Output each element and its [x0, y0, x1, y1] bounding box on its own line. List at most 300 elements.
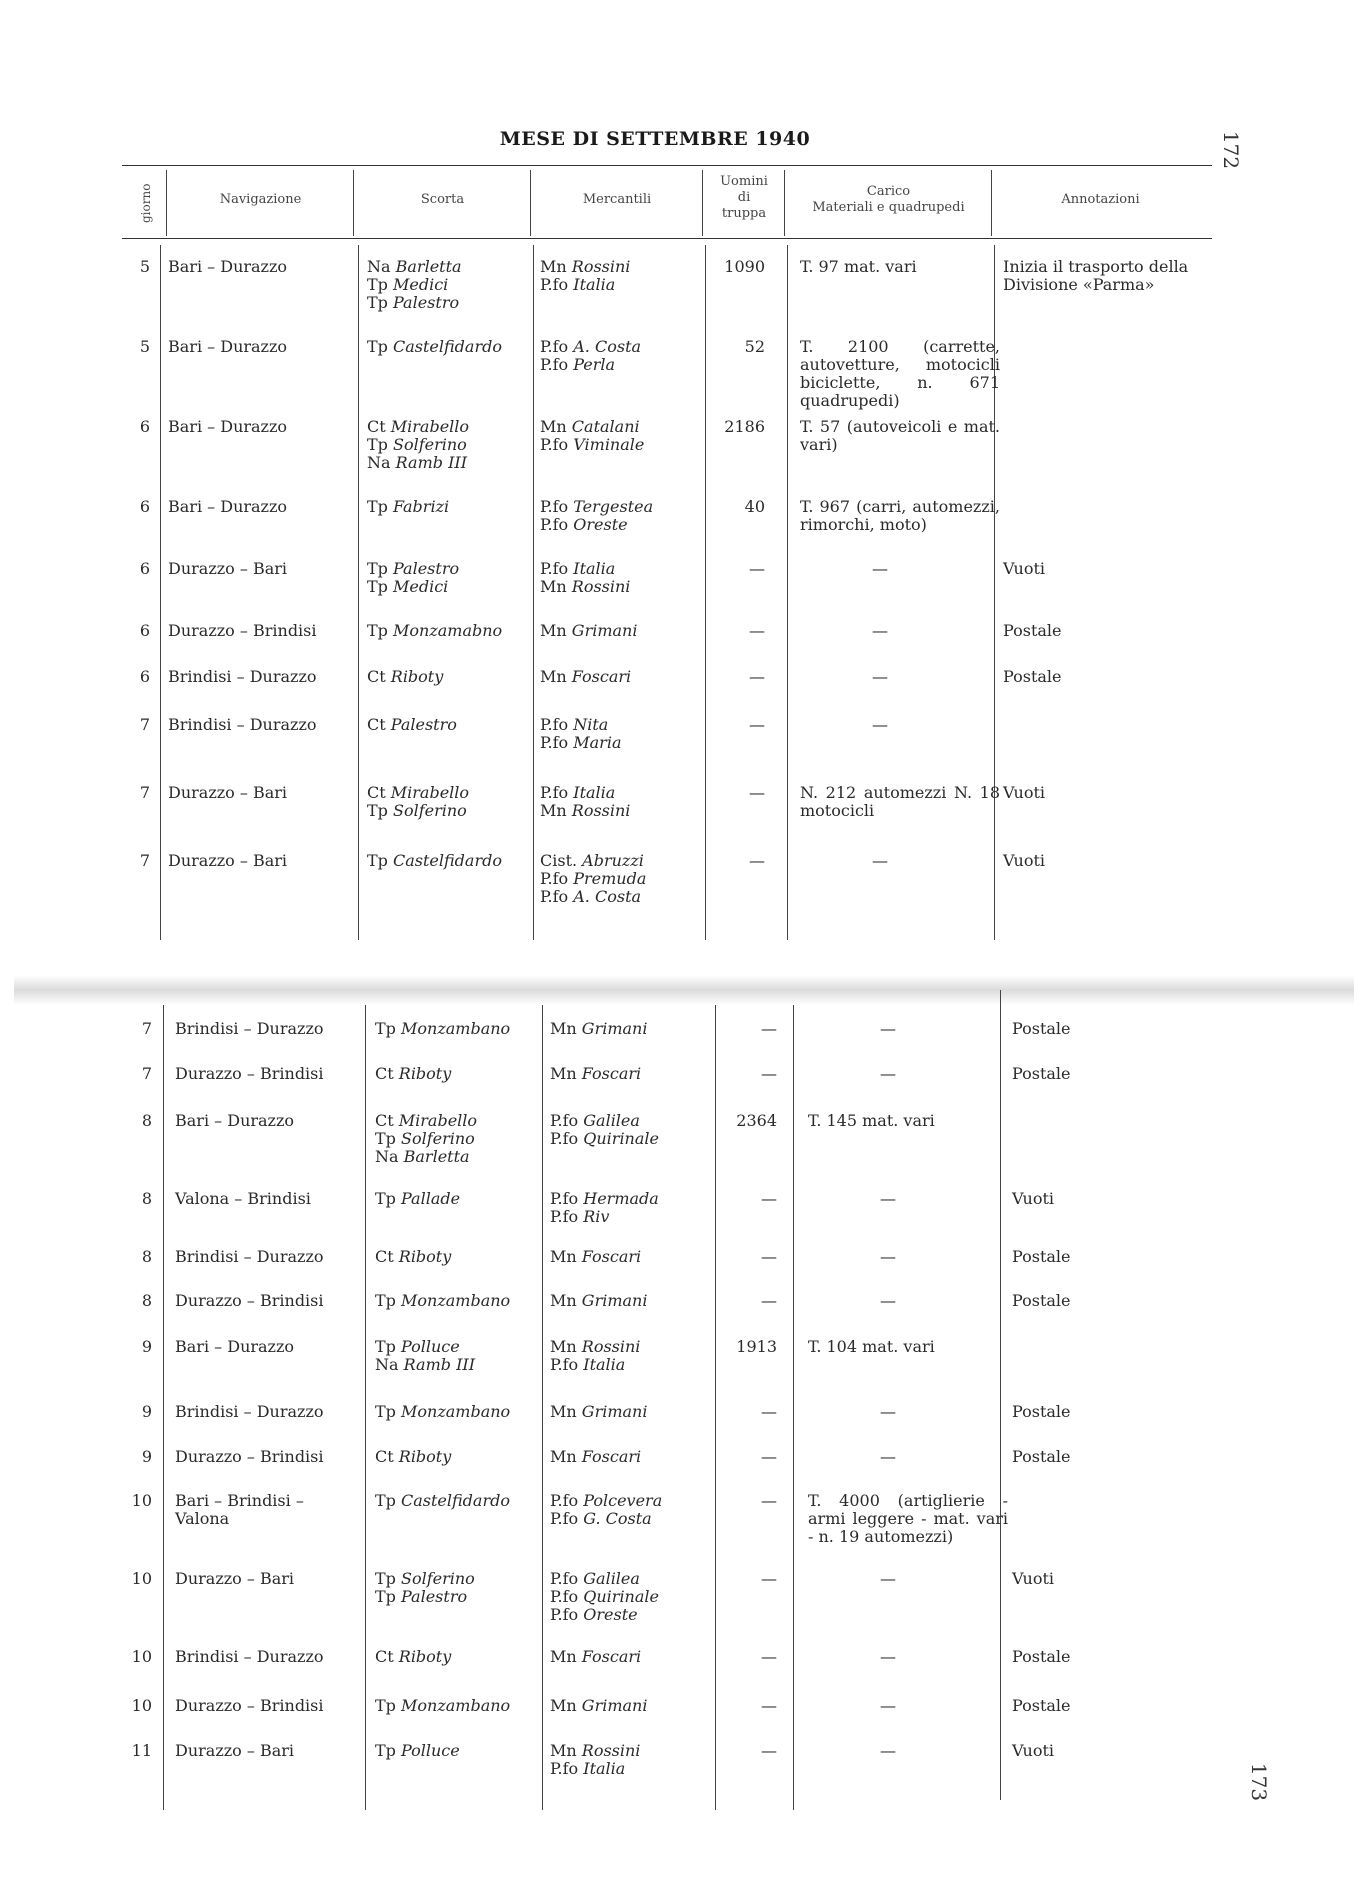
- ship-name: Italia: [583, 1355, 626, 1374]
- navigation-cell: [175, 1248, 324, 1266]
- navigation-line: Brindisi – Durazzo: [175, 1647, 324, 1666]
- ship-type: Na: [367, 453, 396, 472]
- navigation-line: Bari – Durazzo: [168, 337, 288, 356]
- merchant-ship: [540, 870, 646, 888]
- day-cell: 8: [141, 1189, 152, 1208]
- troops-cell: —: [761, 1247, 777, 1266]
- navigation-cell: [175, 1338, 294, 1356]
- day-cell: 10: [131, 1569, 152, 1588]
- cargo-cell: —: [880, 1064, 896, 1083]
- troops-cell: —: [761, 1291, 777, 1310]
- navigation-cell: [175, 1492, 304, 1528]
- navigation-cell: [168, 716, 317, 734]
- escort-cell: [375, 1338, 475, 1374]
- header-uomini: [704, 174, 784, 222]
- cargo-cell: —: [872, 667, 888, 686]
- navigation-cell: [168, 338, 287, 356]
- column-divider: [533, 245, 534, 940]
- cargo-cell: —: [872, 621, 888, 640]
- escort-ship: [367, 258, 462, 276]
- ship-name: Rossini: [571, 577, 631, 596]
- notes-cell: Postale: [1003, 667, 1062, 686]
- ship-type: Tp: [367, 559, 393, 578]
- header-bottom-rule: [122, 238, 1212, 239]
- merchant-ship: [540, 338, 641, 356]
- ship-name: Medici: [393, 577, 449, 596]
- ship-name: G. Costa: [583, 1509, 652, 1528]
- day-cell: 10: [131, 1647, 152, 1666]
- merchant-cell: [550, 1570, 659, 1624]
- day-cell: 5: [139, 257, 150, 276]
- cargo-cell: T. 97 mat. vari: [800, 257, 917, 276]
- troops-cell: —: [761, 1064, 777, 1083]
- merchant-ship: [540, 356, 641, 374]
- ship-type: Na: [375, 1355, 404, 1374]
- ship-type: Mn: [550, 1447, 582, 1466]
- ship-type: Tp: [367, 435, 393, 454]
- notes-cell: Postale: [1012, 1402, 1071, 1421]
- escort-ship: [375, 1742, 460, 1760]
- ship-name: Solferino: [393, 801, 467, 820]
- merchant-ship: [550, 1492, 662, 1510]
- day-cell: 7: [141, 1019, 152, 1038]
- ship-type: P.fo: [540, 783, 574, 802]
- day-cell: 7: [139, 783, 150, 802]
- ship-type: Ct: [375, 1064, 399, 1083]
- ship-type: Ct: [375, 1647, 399, 1666]
- ship-type: Tp: [375, 1569, 401, 1588]
- merchant-ship: [550, 1292, 647, 1310]
- escort-ship: [375, 1697, 510, 1715]
- notes-cell: Postale: [1003, 621, 1062, 640]
- day-cell: 6: [139, 497, 150, 516]
- ship-name: Foscari: [581, 1064, 642, 1083]
- header-mercantili: Mercantili: [582, 192, 652, 207]
- ship-type: Tp: [375, 1491, 401, 1510]
- escort-ship: [367, 716, 457, 734]
- ship-type: P.fo: [550, 1355, 584, 1374]
- day-cell: 10: [131, 1491, 152, 1510]
- merchant-ship: [540, 734, 621, 752]
- ship-type: Ct: [367, 667, 391, 686]
- cargo-cell: T. 4000 (artiglierie - armi leggere - mat. vari - n. 19 automezzi): [808, 1491, 1008, 1546]
- ship-type: Mn: [550, 1019, 582, 1038]
- ship-type: Tp: [367, 851, 393, 870]
- navigation-line: Durazzo – Brindisi: [175, 1064, 324, 1083]
- escort-cell: [367, 668, 443, 686]
- navigation-line: Durazzo – Bari: [175, 1569, 295, 1588]
- navigation-line: Durazzo – Brindisi: [175, 1696, 324, 1715]
- navigation-cell: [175, 1065, 324, 1083]
- navigation-line: Bari – Brindisi –: [175, 1491, 304, 1510]
- ship-name: Grimani: [581, 1019, 648, 1038]
- ship-name: Palestro: [393, 559, 460, 578]
- notes-cell: Inizia il trasporto della Divisione «Parma»: [1003, 257, 1189, 294]
- navigation-line: Brindisi – Durazzo: [175, 1247, 324, 1266]
- header-divider: [702, 170, 703, 236]
- notes-cell: Postale: [1012, 1247, 1071, 1266]
- merchant-ship: [550, 1020, 647, 1038]
- troops-cell: 40: [744, 497, 765, 516]
- ship-name: Mirabello: [390, 783, 470, 802]
- ship-type: P.fo: [540, 497, 574, 516]
- ship-name: Ramb III: [403, 1355, 476, 1374]
- escort-ship: [367, 668, 443, 686]
- escort-ship: [375, 1356, 475, 1374]
- merchant-ship: [540, 418, 644, 436]
- escort-cell: [375, 1403, 510, 1421]
- ship-type: P.fo: [550, 1491, 584, 1510]
- troops-cell: —: [761, 1741, 777, 1760]
- navigation-cell: [175, 1190, 311, 1208]
- navigation-cell: [168, 418, 287, 436]
- troops-cell: —: [749, 621, 765, 640]
- ship-name: Solferino: [393, 435, 467, 454]
- navigation-cell: [175, 1570, 294, 1588]
- escort-ship: [375, 1338, 475, 1356]
- navigation-line: Durazzo – Brindisi: [175, 1291, 324, 1310]
- ship-name: Polluce: [401, 1741, 460, 1760]
- merchant-cell: [550, 1403, 647, 1421]
- escort-cell: [375, 1570, 475, 1606]
- ship-name: Maria: [573, 733, 622, 752]
- merchant-ship: [550, 1648, 641, 1666]
- ship-type: Mn: [550, 1337, 582, 1356]
- navigation-cell: [175, 1112, 294, 1130]
- troops-cell: 1913: [736, 1337, 777, 1356]
- page-title: MESE DI SETTEMBRE 1940: [499, 128, 811, 150]
- ship-name: Hermada: [583, 1189, 659, 1208]
- ship-name: Palestro: [401, 1587, 468, 1606]
- merchant-cell: [540, 668, 631, 686]
- merchant-ship: [540, 516, 653, 534]
- column-divider: [793, 1005, 794, 1810]
- ship-name: Nita: [573, 715, 609, 734]
- ship-name: Abruzzi: [582, 851, 644, 870]
- escort-ship: [367, 578, 459, 596]
- day-cell: 9: [141, 1402, 152, 1421]
- ship-type: Ct: [367, 783, 391, 802]
- navigation-line: Durazzo – Bari: [168, 851, 288, 870]
- ship-type: Mn: [550, 1696, 582, 1715]
- cargo-cell: T. 57 (autoveicoli e mat. vari): [800, 417, 1000, 454]
- ship-type: Tp: [367, 293, 393, 312]
- ship-type: P.fo: [550, 1569, 584, 1588]
- notes-cell: Vuoti: [1012, 1189, 1055, 1208]
- day-cell: 9: [141, 1447, 152, 1466]
- ship-name: Solferino: [401, 1129, 475, 1148]
- merchant-ship: [550, 1606, 659, 1624]
- merchant-ship: [540, 560, 630, 578]
- header-carico-2: Materiali e quadrupedi: [812, 200, 965, 215]
- cargo-cell: T. 2100 (carrette, autovetture, motocicli biciclette, n. 671 quadrupedi): [800, 337, 1000, 410]
- merchant-ship: [550, 1112, 659, 1130]
- ship-name: Medici: [393, 275, 449, 294]
- ship-type: Tp: [375, 1337, 401, 1356]
- ship-name: Rossini: [581, 1337, 641, 1356]
- ship-type: P.fo: [550, 1129, 584, 1148]
- merchant-cell: [540, 498, 653, 534]
- cargo-cell: —: [880, 1247, 896, 1266]
- day-cell: 9: [141, 1337, 152, 1356]
- ship-name: Oreste: [573, 515, 628, 534]
- merchant-ship: [540, 436, 644, 454]
- cargo-cell: —: [880, 1569, 896, 1588]
- cargo-cell: —: [880, 1189, 896, 1208]
- escort-cell: [375, 1292, 510, 1310]
- ship-name: Ramb III: [395, 453, 468, 472]
- ship-type: Tp: [375, 1741, 401, 1760]
- header-scorta: Scorta: [420, 192, 465, 207]
- cargo-cell: —: [872, 559, 888, 578]
- merchant-cell: [540, 622, 637, 640]
- ship-name: Riboty: [390, 667, 444, 686]
- ship-name: Monzambano: [401, 1402, 511, 1421]
- ship-type: Tp: [375, 1129, 401, 1148]
- header-top-rule: [122, 165, 1212, 166]
- escort-cell: [367, 784, 469, 820]
- navigation-line: Durazzo – Bari: [175, 1741, 295, 1760]
- ship-type: Na: [375, 1147, 404, 1166]
- navigation-cell: [168, 784, 287, 802]
- day-cell: 5: [139, 337, 150, 356]
- merchant-cell: [550, 1190, 659, 1226]
- ship-name: Castelfidardo: [401, 1491, 510, 1510]
- ship-name: Riboty: [398, 1247, 452, 1266]
- ship-name: Pallade: [401, 1189, 461, 1208]
- cargo-cell: T. 145 mat. vari: [808, 1111, 935, 1130]
- merchant-ship: [540, 716, 621, 734]
- ship-type: Tp: [367, 497, 393, 516]
- merchant-cell: [550, 1112, 659, 1148]
- day-cell: 6: [139, 667, 150, 686]
- merchant-ship: [550, 1448, 641, 1466]
- day-cell: 10: [131, 1696, 152, 1715]
- ship-name: Perla: [573, 355, 616, 374]
- ship-type: P.fo: [540, 435, 574, 454]
- merchant-ship: [540, 276, 630, 294]
- notes-cell: Vuoti: [1012, 1569, 1055, 1588]
- escort-cell: [375, 1112, 477, 1166]
- merchant-ship: [540, 498, 653, 516]
- merchant-ship: [540, 258, 630, 276]
- ship-name: Grimani: [581, 1402, 648, 1421]
- ship-type: Tp: [375, 1696, 401, 1715]
- ship-name: Grimani: [581, 1696, 648, 1715]
- notes-cell: Postale: [1012, 1696, 1071, 1715]
- escort-cell: [375, 1065, 451, 1083]
- escort-ship: [375, 1448, 451, 1466]
- escort-ship: [375, 1403, 510, 1421]
- header-divider: [353, 170, 354, 236]
- ship-name: Quirinale: [583, 1129, 659, 1148]
- ship-type: P.fo: [540, 355, 574, 374]
- navigation-line: Durazzo – Brindisi: [168, 621, 317, 640]
- ship-type: Mn: [540, 257, 572, 276]
- ship-type: Ct: [375, 1447, 399, 1466]
- troops-cell: —: [761, 1019, 777, 1038]
- header-uomini-2: di: [737, 190, 751, 205]
- navigation-line: Bari – Durazzo: [175, 1111, 295, 1130]
- ship-name: Tergestea: [573, 497, 654, 516]
- ship-type: Mn: [550, 1064, 582, 1083]
- troops-cell: 2186: [724, 417, 765, 436]
- escort-cell: [367, 338, 502, 356]
- ship-type: Tp: [375, 1189, 401, 1208]
- escort-ship: [375, 1248, 451, 1266]
- ship-type: Tp: [375, 1587, 401, 1606]
- ship-name: Riboty: [398, 1647, 452, 1666]
- ship-name: Rossini: [571, 801, 631, 820]
- navigation-line: Durazzo – Brindisi: [175, 1447, 324, 1466]
- escort-cell: [375, 1248, 451, 1266]
- day-cell: 7: [139, 851, 150, 870]
- day-cell: 7: [141, 1064, 152, 1083]
- ship-name: Grimani: [571, 621, 638, 640]
- navigation-line: Bari – Durazzo: [168, 417, 288, 436]
- merchant-cell: [550, 1248, 641, 1266]
- troops-cell: —: [761, 1189, 777, 1208]
- ship-name: Foscari: [581, 1247, 642, 1266]
- ship-type: P.fo: [540, 715, 574, 734]
- ship-type: Mn: [540, 667, 572, 686]
- escort-cell: [367, 852, 502, 870]
- merchant-cell: [540, 852, 646, 906]
- notes-cell: Vuoti: [1003, 783, 1046, 802]
- ship-type: P.fo: [540, 869, 574, 888]
- column-divider: [365, 1005, 366, 1810]
- ship-name: Palestro: [390, 715, 457, 734]
- notes-cell: Postale: [1012, 1064, 1071, 1083]
- escort-ship: [375, 1648, 451, 1666]
- merchant-ship: [550, 1065, 641, 1083]
- ship-type: Tp: [375, 1402, 401, 1421]
- ship-type: P.fo: [550, 1189, 584, 1208]
- day-cell: 8: [141, 1247, 152, 1266]
- ship-type: Tp: [367, 621, 393, 640]
- ship-type: Mn: [540, 621, 572, 640]
- escort-cell: [367, 560, 459, 596]
- merchant-ship: [540, 668, 631, 686]
- navigation-cell: [168, 560, 287, 578]
- ship-name: Monzambano: [401, 1019, 511, 1038]
- ship-name: Polluce: [401, 1337, 460, 1356]
- cargo-cell: T. 967 (carri, automezzi, rimorchi, moto): [800, 497, 1000, 534]
- header-uomini-3: truppa: [721, 206, 767, 221]
- merchant-cell: [550, 1448, 641, 1466]
- ship-type: P.fo: [550, 1587, 584, 1606]
- troops-cell: 52: [744, 337, 765, 356]
- ship-type: Ct: [367, 715, 391, 734]
- escort-ship: [375, 1112, 477, 1130]
- column-divider: [163, 1005, 164, 1810]
- troops-cell: —: [761, 1402, 777, 1421]
- ship-type: P.fo: [540, 887, 574, 906]
- ship-name: Premuda: [573, 869, 647, 888]
- escort-ship: [375, 1190, 460, 1208]
- cargo-cell: —: [880, 1447, 896, 1466]
- cargo-cell: —: [880, 1696, 896, 1715]
- escort-cell: [375, 1697, 510, 1715]
- ship-type: Mn: [540, 801, 572, 820]
- header-giorno: giorno: [139, 183, 153, 223]
- escort-ship: [367, 784, 469, 802]
- escort-ship: [375, 1492, 510, 1510]
- cargo-cell: —: [880, 1647, 896, 1666]
- merchant-cell: [550, 1338, 640, 1374]
- ship-name: Oreste: [583, 1605, 638, 1624]
- merchant-ship: [550, 1403, 647, 1421]
- ship-name: Galilea: [583, 1111, 640, 1130]
- ship-type: Mn: [540, 417, 572, 436]
- escort-ship: [367, 338, 502, 356]
- ship-type: Mn: [550, 1741, 582, 1760]
- ship-type: Tp: [375, 1291, 401, 1310]
- merchant-ship: [550, 1248, 641, 1266]
- merchant-ship: [540, 784, 630, 802]
- navigation-cell: [168, 498, 287, 516]
- merchant-ship: [550, 1760, 640, 1778]
- day-cell: 8: [141, 1111, 152, 1130]
- notes-cell: Vuoti: [1003, 851, 1046, 870]
- merchant-ship: [550, 1588, 659, 1606]
- ship-type: Ct: [367, 417, 391, 436]
- ship-name: Quirinale: [583, 1587, 659, 1606]
- ship-type: Na: [367, 257, 396, 276]
- navigation-cell: [168, 258, 287, 276]
- ship-type: P.fo: [550, 1207, 584, 1226]
- ship-name: Riv: [583, 1207, 610, 1226]
- merchant-cell: [550, 1492, 662, 1528]
- notes-cell: Postale: [1012, 1447, 1071, 1466]
- navigation-line: Brindisi – Durazzo: [175, 1402, 324, 1421]
- navigation-cell: [168, 668, 317, 686]
- header-carico-1: Carico: [866, 184, 911, 199]
- escort-ship: [375, 1020, 510, 1038]
- escort-cell: [375, 1742, 460, 1760]
- navigation-cell: [175, 1403, 324, 1421]
- escort-ship: [375, 1065, 451, 1083]
- day-cell: 6: [139, 559, 150, 578]
- column-divider: [542, 1005, 543, 1810]
- ship-type: P.fo: [540, 275, 574, 294]
- troops-cell: —: [749, 715, 765, 734]
- merchant-cell: [540, 716, 621, 752]
- ship-name: A. Costa: [573, 337, 642, 356]
- ship-type: Tp: [367, 801, 393, 820]
- escort-ship: [367, 436, 469, 454]
- escort-cell: [375, 1190, 460, 1208]
- ship-type: Mn: [550, 1291, 582, 1310]
- merchant-ship: [540, 622, 637, 640]
- ship-name: Rossini: [571, 257, 631, 276]
- troops-cell: 1090: [724, 257, 765, 276]
- merchant-ship: [550, 1208, 659, 1226]
- merchant-ship: [540, 802, 630, 820]
- ship-name: Viminale: [573, 435, 645, 454]
- ship-name: Grimani: [581, 1291, 648, 1310]
- escort-ship: [367, 622, 502, 640]
- merchant-ship: [550, 1570, 659, 1588]
- navigation-line: Bari – Durazzo: [168, 497, 288, 516]
- ship-name: Mirabello: [398, 1111, 478, 1130]
- cargo-cell: —: [872, 851, 888, 870]
- cargo-cell: T. 104 mat. vari: [808, 1337, 935, 1356]
- ship-type: Tp: [375, 1019, 401, 1038]
- cargo-cell: —: [880, 1741, 896, 1760]
- header-navigazione: Navigazione: [219, 192, 302, 207]
- troops-cell: —: [761, 1569, 777, 1588]
